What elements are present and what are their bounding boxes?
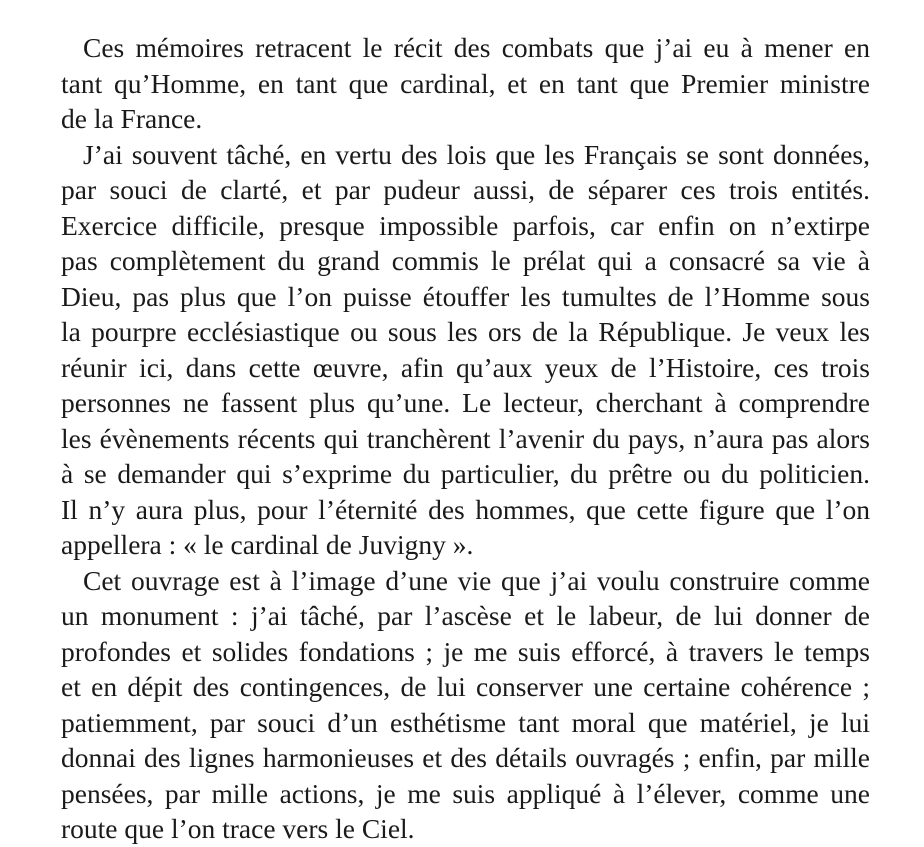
text-line: la pourpre ecclésiastique ou sous les ors de la République. Je veux les (61, 316, 870, 347)
text-line: pensées, par mille actions, je me suis appliqué à l’élever, comme une (61, 777, 870, 809)
text-line: de la France. (61, 103, 203, 134)
paragraph-2 (39, 137, 870, 563)
text-line: par souci de clarté, et par pudeur aussi, de séparer ces trois entités. (61, 174, 870, 205)
text-line: route que l’on trace vers le Ciel. (61, 813, 415, 844)
text-line: les évènements récents qui tranchèrent l’avenir du pays, n’aura pas alors (61, 422, 870, 454)
text-line: donnai des lignes harmonieuses et des détails ouvragés ; enfin, par mille (61, 742, 870, 773)
text-line: un monument : j’ai tâché, par l’ascèse et le labeur, de lui donner de (61, 600, 870, 631)
paragraph-3 (39, 563, 870, 847)
text-line: réunir ici, dans cette œuvre, afin qu’aux yeux de l’Histoire, ces trois (61, 351, 870, 383)
text-line: à se demander qui s’exprime du particulier, du prêtre ou du politicien. (61, 458, 870, 489)
document-page (39, 30, 870, 847)
paragraph-1 (39, 30, 870, 137)
text-line: appellera : « le cardinal de Juvigny ». (61, 529, 474, 560)
text-line: pas complètement du grand commis le prélat qui a consacré sa vie à (61, 245, 870, 276)
text-line: Dieu, pas plus que l’on puisse étouffer les tumultes de l’Homme sous (61, 280, 870, 312)
text-line: profondes et solides fondations ; je me suis efforcé, à travers le temps (61, 635, 870, 667)
text-line: Ces mémoires retracent le récit des combats que j’ai eu à mener en (83, 32, 870, 63)
text-line: Cet ouvrage est à l’image d’une vie que j’ai voulu construire comme (83, 564, 870, 596)
text-line: tant qu’Homme, en tant que cardinal, et en tant que Premier ministre (61, 67, 870, 99)
text-line: Il n’y aura plus, pour l’éternité des hommes, que cette figure que l’on (61, 493, 870, 525)
text-line: et en dépit des contingences, de lui conserver une certaine cohérence ; (61, 671, 870, 702)
text-line: personnes ne fassent plus qu’une. Le lecteur, cherchant à comprendre (61, 387, 870, 418)
text-line: Exercice difficile, presque impossible parfois, car enfin on n’extirpe (61, 209, 870, 241)
text-line: patiemment, par souci d’un esthétisme tant moral que matériel, je lui (61, 706, 870, 738)
text-line: J’ai souvent tâché, en vertu des lois que les Français se sont données, (83, 138, 870, 170)
